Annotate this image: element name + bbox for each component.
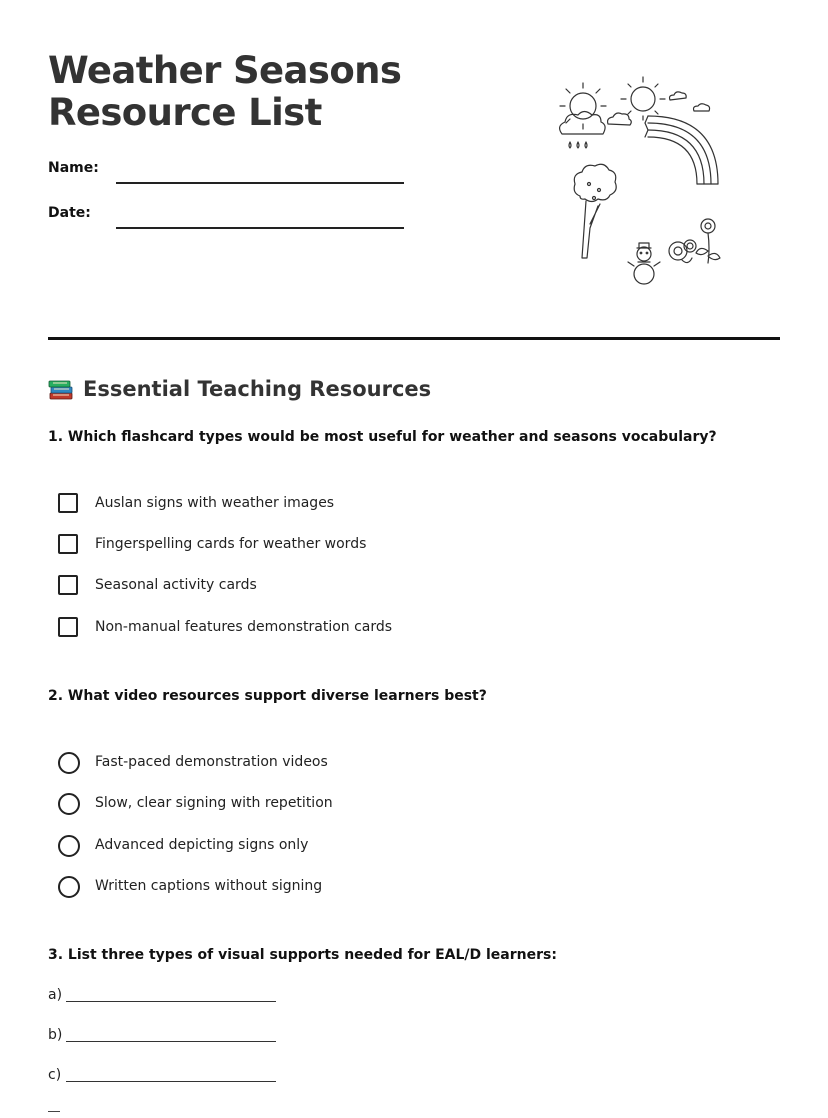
option-label: Fast-paced demonstration videos bbox=[95, 754, 328, 770]
option-label: Written captions without signing bbox=[95, 878, 323, 894]
flower-icon bbox=[669, 219, 720, 263]
checkbox-option-2[interactable] bbox=[58, 534, 558, 558]
radio-option-3[interactable] bbox=[58, 835, 558, 859]
checkbox[interactable] bbox=[58, 534, 78, 554]
option-label: Slow, clear signing with repetition bbox=[95, 795, 333, 811]
date-label: Date: bbox=[48, 205, 91, 221]
radio-button[interactable] bbox=[58, 876, 80, 898]
option-label: Fingerspelling cards for weather words bbox=[95, 536, 367, 552]
answer-line[interactable] bbox=[66, 1001, 276, 1002]
blank-letter: c) bbox=[48, 1067, 62, 1083]
name-input-line[interactable] bbox=[116, 182, 404, 184]
answer-blank-a[interactable] bbox=[48, 987, 348, 1007]
cut-off-content bbox=[48, 1111, 60, 1116]
answer-blank-c[interactable] bbox=[48, 1067, 348, 1087]
name-field[interactable] bbox=[48, 160, 408, 184]
question-3: 3. List three types of visual supports needed for EAL/D learners: bbox=[48, 947, 557, 963]
question-1: 1. Which flashcard types would be most useful for weather and seasons vocabulary? bbox=[48, 429, 717, 445]
answer-blank-b[interactable] bbox=[48, 1027, 348, 1047]
cloud-icon bbox=[608, 113, 632, 125]
checkbox-option-3[interactable] bbox=[58, 575, 558, 599]
radio-button[interactable] bbox=[58, 835, 80, 857]
option-label: Seasonal activity cards bbox=[95, 577, 257, 593]
books-icon bbox=[48, 377, 74, 401]
date-input-line[interactable] bbox=[116, 227, 404, 229]
name-label: Name: bbox=[48, 160, 99, 176]
radio-option-1[interactable] bbox=[58, 752, 558, 776]
blank-letter: b) bbox=[48, 1027, 63, 1043]
sun-icon bbox=[621, 77, 665, 120]
radio-button[interactable] bbox=[58, 793, 80, 815]
section-title: Essential Teaching Resources bbox=[83, 377, 432, 401]
answer-line[interactable] bbox=[66, 1081, 276, 1082]
tree-icon bbox=[574, 164, 616, 258]
question-2: 2. What video resources support diverse learners best? bbox=[48, 688, 487, 704]
checkbox-option-4[interactable] bbox=[58, 617, 558, 641]
radio-option-2[interactable] bbox=[58, 793, 558, 817]
cloud-icon bbox=[670, 92, 687, 100]
snowman-icon bbox=[628, 243, 660, 284]
rainbow-icon bbox=[645, 116, 718, 184]
answer-line[interactable] bbox=[66, 1041, 276, 1042]
checkbox[interactable] bbox=[58, 493, 78, 513]
worksheet-page bbox=[48, 0, 780, 1118]
option-label: Non-manual features demonstration cards bbox=[95, 619, 393, 635]
sun-icon bbox=[560, 83, 606, 129]
option-label: Auslan signs with weather images bbox=[95, 495, 335, 511]
blank-letter: a) bbox=[48, 987, 63, 1003]
checkbox[interactable] bbox=[58, 617, 78, 637]
radio-button[interactable] bbox=[58, 752, 80, 774]
page-title: Weather Seasons Resource List bbox=[48, 49, 402, 134]
checkbox[interactable] bbox=[58, 575, 78, 595]
radio-option-4[interactable] bbox=[58, 876, 558, 900]
section-divider bbox=[48, 337, 780, 340]
date-field[interactable] bbox=[48, 205, 408, 229]
cloud-icon bbox=[694, 104, 710, 111]
weather-seasons-clipart-icon bbox=[554, 76, 732, 290]
rain-cloud-icon bbox=[560, 112, 605, 149]
option-label: Advanced depicting signs only bbox=[95, 837, 309, 853]
checkbox-option-1[interactable] bbox=[58, 493, 558, 517]
